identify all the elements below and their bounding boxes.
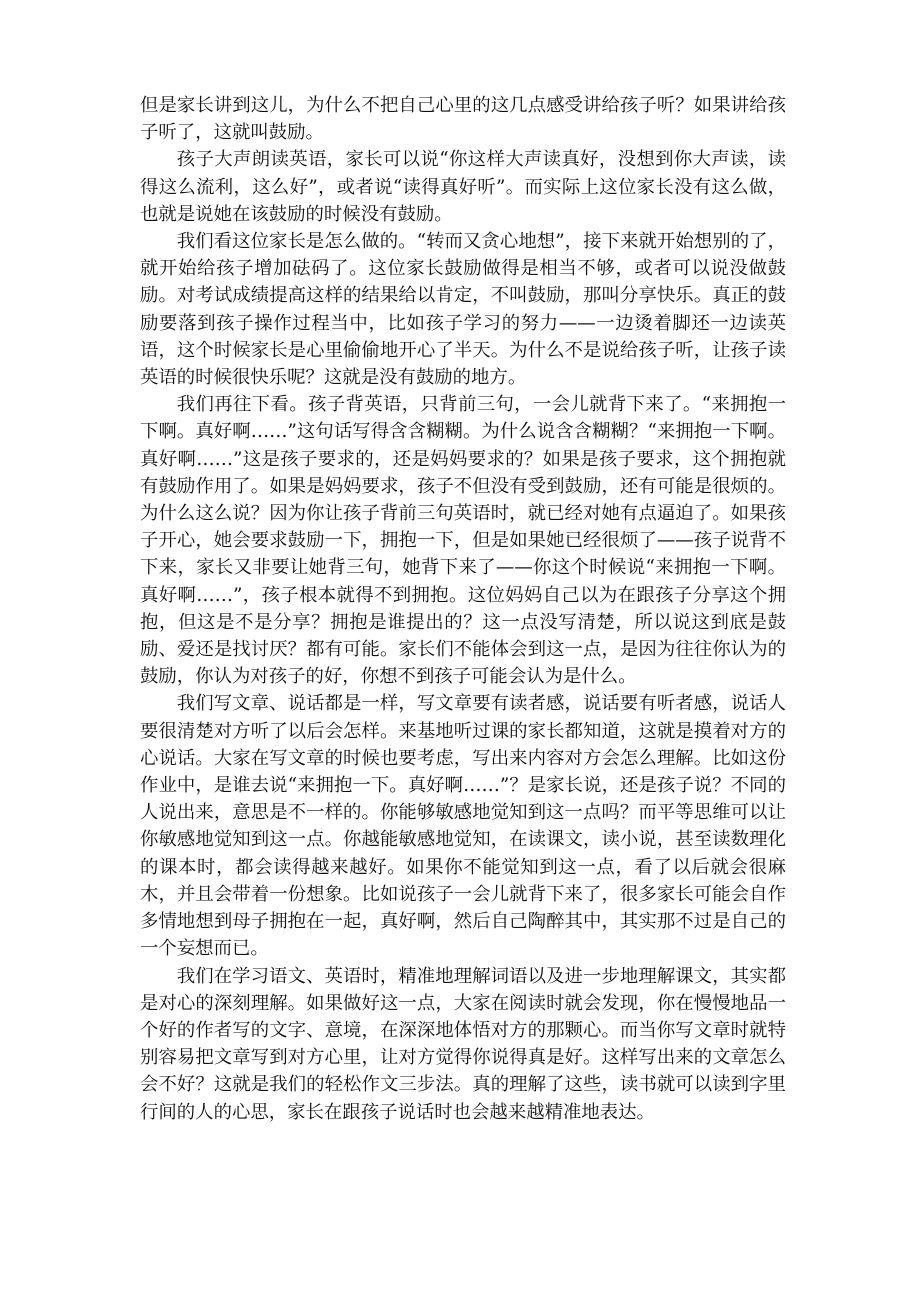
paragraph-continued: 但是家长讲到这儿，为什么不把自己心里的这几点感受讲给孩子听？如果讲给孩子听了，这就叫鼓励。: [140, 95, 786, 144]
paragraph-hug: 我们再往下看。孩子背英语，只背前三句，一会儿就背下来了。“来拥抱一下啊。真好啊……”这句话写得含含糊糊。为什么说含含糊糊？“来拥抱一下啊。真好啊……”这是孩子要求的，还是妈妈要求的？如果是孩子要求，这个拥抱就有鼓励作用了。如果是妈妈要求，孩子不但没有受到鼓励，还有可能是很烦的。为什么这么说？因为你让孩子背前三句英语时，就已经对她有点逼迫了。如果孩子开心，她会要求鼓励一下，拥抱一下，但是如果她已经很烦了——孩子说背不下来，家长又非要让她背三句，她背下来了——你这个时候说“来拥抱一下啊。真好啊……”，孩子根本就得不到拥抱。这位妈妈自己以为在跟孩子分享这个拥抱，但这是不是分享？拥抱是谁提出的？这一点没写清楚，所以说这到底是鼓励、爱还是找讨厌？都有可能。家长们不能体会到这一点，是因为往往你认为的鼓励，你认为对孩子的好，你想不到孩子可能会认为是什么。: [140, 394, 786, 688]
paragraph-deep-understanding: 我们在学习语文、英语时，精准地理解词语以及进一步地理解课文，其实都是对心的深刻理解。如果做好这一点，大家在阅读时就会发现，你在慢慢地品一个好的作者写的文字、意境，在深深地体悟对方的那颗心。而当你写文章时就特别容易把文章写到对方心里，让对方觉得你说得真是好。这样写出来的文章怎么会不好？这就是我们的轻松作文三步法。真的理解了这些，读书就可以读到字里行间的人的心思，家长在跟孩子说话时也会越来越精准地表达。: [140, 965, 786, 1123]
article-body: [140, 92, 786, 1126]
paragraph-reading-aloud: 孩子大声朗读英语，家长可以说“你这样大声读真好，没想到你大声读，读得这么流利，这么好”，或者说“读得真好听”。而实际上这位家长没有这么做，也就是说她在该鼓励的时候没有鼓励。: [140, 149, 786, 225]
paragraph-writing-sense: 我们写文章、说话都是一样，写文章要有读者感，说话要有听者感，说话人要很清楚对方听了以后会怎样。来基地听过课的家长都知道，这就是摸着对方的心说话。大家在写文章的时候也要考虑，写出来内容对方会怎么理解。比如这份作业中，是谁去说“来拥抱一下。真好啊……”？是家长说，还是孩子说？不同的人说出来，意思是不一样的。你能够敏感地觉知到这一点吗？而平等思维可以让你敏感地觉知到这一点。你越能敏感地觉知，在读课文，读小说，甚至读数理化的课本时，都会读得越来越好。如果你不能觉知到这一点，看了以后就会很麻木，并且会带着一份想象。比如说孩子一会儿就背下来了，很多家长可能会自作多情地想到母子拥抱在一起，真好啊，然后自己陶醉其中，其实那不过是自己的一个妄想而已。: [140, 693, 786, 960]
paragraph-greedy-parent: 我们看这位家长是怎么做的。“转而又贪心地想”，接下来就开始想别的了，就开始给孩子增加砝码了。这位家长鼓励做得是相当不够，或者可以说没做鼓励。对考试成绩提高这样的结果给以肯定，不叫鼓励，那叫分享快乐。真正的鼓励要落到孩子操作过程当中，比如孩子学习的努力——一边烫着脚还一边读英语，这个时候家长是心里偷偷地开心了半天。为什么不是说给孩子听，让孩子读英语的时候很快乐呢？这就是没有鼓励的地方。: [140, 231, 786, 389]
